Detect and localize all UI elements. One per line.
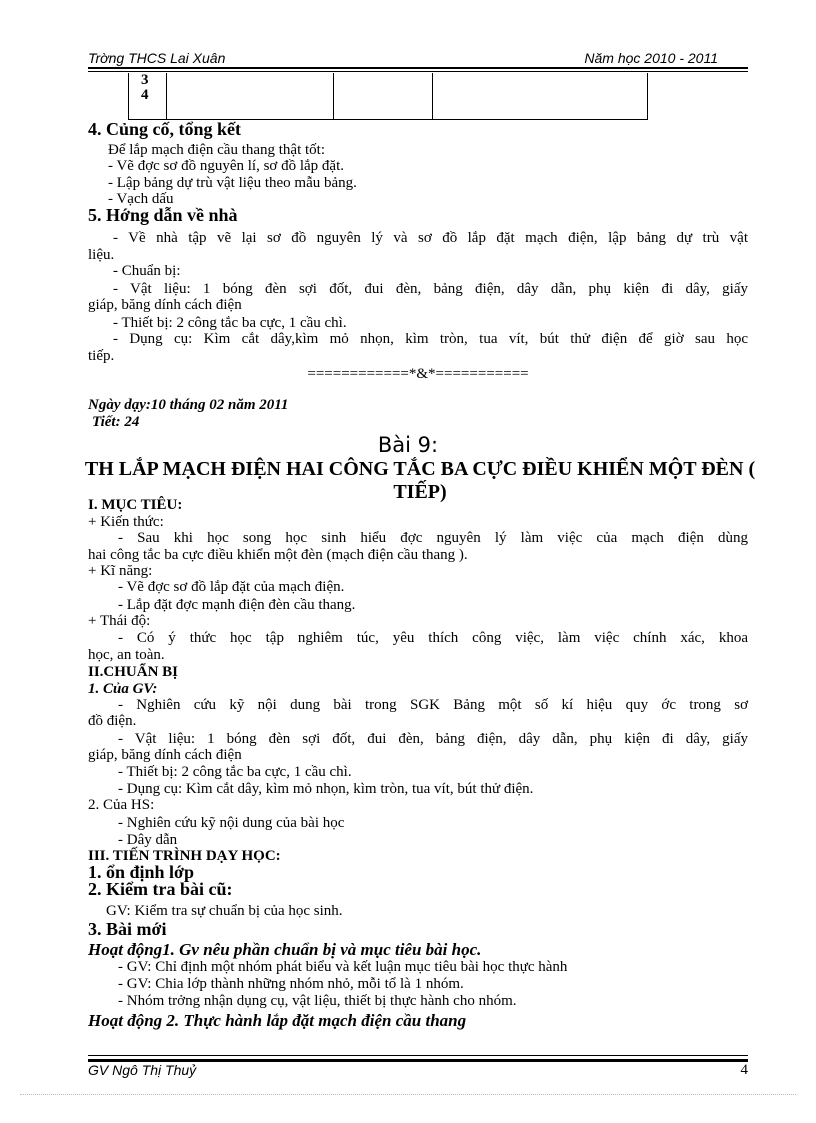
section-heading: II.CHUẨN BỊ xyxy=(88,664,179,680)
teacher-name: GV Ngô Thị Thuỷ xyxy=(88,1062,197,1078)
section-heading: 1. ổn định lớp xyxy=(88,862,195,882)
text-line: 1. Của GV: xyxy=(88,681,158,697)
text-line: Ngày dạy:10 tháng 02 năm 2011 xyxy=(88,397,289,413)
text-line: Tiết: 24 xyxy=(92,414,140,430)
text-line: Để lắp mạch điện cầu thang thật tốt: xyxy=(108,142,326,158)
section-heading: I. MỤC TIÊU: xyxy=(88,497,183,513)
table-row-number: 4 xyxy=(141,87,149,103)
text-line: - Dụng cụ: Kìm cắt dây,kìm mỏ nhọn, kìm tròn, tua vít, bút thử điện để giờ sau học xyxy=(113,331,748,347)
lesson-title: TH LẮP MẠCH ĐIỆN HAI CÔNG TẮC BA CỰC ĐIỀU KHIỂN MỘT ĐÈN ( TIẾP) xyxy=(84,458,756,503)
text-line: - Vật liệu: 1 bóng đèn sợi đốt, đui đèn, bảng điện, dây dẫn, phụ kiện đi dây, giấy xyxy=(118,731,748,747)
section-heading: III. TIẾN TRÌNH DẠY HỌC: xyxy=(88,848,281,864)
text-line: - Vẽ đợc sơ đồ nguyên lí, sơ đồ lắp đặt. xyxy=(108,158,344,174)
text-line: + Kiến thức: xyxy=(88,514,164,530)
text-line: liệu. xyxy=(88,247,115,263)
text-line: - Thiết bị: 2 công tắc ba cực, 1 cầu chì. xyxy=(113,315,347,331)
page-footer xyxy=(88,1062,748,1078)
school-name: Trờng THCS Lai Xuân xyxy=(88,50,226,66)
text-line: tiếp. xyxy=(88,348,115,364)
header-rule xyxy=(88,67,748,69)
text-line: giáp, băng dính cách điện xyxy=(88,747,242,763)
text-line: - Có ý thức học tập nghiêm túc, yêu thích công việc, làm việc chính xác, khoa xyxy=(118,630,748,646)
section-heading: 2. Kiểm tra bài cũ: xyxy=(88,879,233,899)
table-row-number: 3 xyxy=(141,72,149,88)
section-heading: 3. Bài mới xyxy=(88,919,167,939)
section-heading: 5. Hớng dẫn về nhà xyxy=(88,205,238,225)
text-line: - Lập bảng dự trù vật liệu theo mẫu bảng. xyxy=(108,175,357,191)
section-heading: Hoạt động 2. Thực hành lắp đặt mạch điện cầu thang xyxy=(88,1011,467,1030)
text-line: - Nhóm trởng nhận dụng cụ, vật liệu, thiết bị thực hành cho nhóm. xyxy=(118,993,517,1009)
text-line: 2. Của HS: xyxy=(88,797,155,813)
school-year: Năm học 2010 - 2011 xyxy=(584,50,718,66)
section-heading: 4. Củng cố, tổng kết xyxy=(88,119,242,139)
text-line: - Vật liệu: 1 bóng đèn sợi đốt, đui đèn, bảng điện, dây dẫn, phụ kiện đi dây, giấy xyxy=(113,281,748,297)
text-line: hai công tắc ba cực điều khiển một đèn (mạch điện cầu thang ). xyxy=(88,547,468,563)
text-line: - Dụng cụ: Kìm cắt dây, kìm mỏ nhọn, kìm tròn, tua vít, bút thử điện. xyxy=(118,781,534,797)
separator-line: ============*&*=========== xyxy=(307,366,529,382)
text-line: GV: Kiểm tra sự chuẩn bị của học sinh. xyxy=(106,903,343,919)
text-line: - Nghiên cứu kỹ nội dung của bài học xyxy=(118,815,345,831)
text-line: - Chuẩn bị: xyxy=(113,263,181,279)
text-line: + Kĩ năng: xyxy=(88,563,153,579)
page-header xyxy=(88,50,748,66)
text-line: học, an toàn. xyxy=(88,647,165,663)
text-line: - Vẽ đợc sơ đồ lắp đặt của mạch điện. xyxy=(118,579,345,595)
text-line: + Thái độ: xyxy=(88,613,151,629)
page-edge-dots xyxy=(20,1094,796,1095)
section-heading: Hoạt động1. Gv nêu phần chuẩn bị và mục tiêu bài học. xyxy=(88,940,482,959)
lesson-number: Bài 9: xyxy=(377,433,439,457)
text-line: - Lắp đặt đợc mạnh điện đèn cầu thang. xyxy=(118,597,356,613)
text-line: - Thiết bị: 2 công tắc ba cực, 1 cầu chì. xyxy=(118,764,352,780)
text-line: - Vạch dấu xyxy=(108,191,174,207)
table-column-divider xyxy=(166,73,167,119)
table-column-divider xyxy=(333,73,334,119)
text-line: - Sau khi học song học sinh hiểu đợc nguyên lý làm việc của mạch điện dùng xyxy=(118,530,748,546)
page-number: 4 xyxy=(740,1062,748,1078)
header-rule-thin xyxy=(88,71,748,72)
table-column-divider xyxy=(432,73,433,119)
text-line: - GV: Chỉ định một nhóm phát biểu và kết luận mục tiêu bài học thực hành xyxy=(118,959,568,975)
text-line: - Dây dẫn xyxy=(118,832,178,848)
text-line: - Nghiên cứu kỹ nội dung bài trong SGK Bảng một số kí hiệu quy ớc trong sơ xyxy=(118,697,748,713)
text-line: - GV: Chia lớp thành những nhóm nhỏ, mỗi tổ là 1 nhóm. xyxy=(118,976,464,992)
text-line: giáp, băng dính cách điện xyxy=(88,297,242,313)
plan-table-fragment xyxy=(128,73,648,120)
footer-rule-thin xyxy=(88,1055,748,1056)
text-line: đồ điện. xyxy=(88,713,137,729)
text-line: - Về nhà tập vẽ lại sơ đồ nguyên lý và sơ đồ lắp đặt mạch điện, lập bảng dự trù vật xyxy=(113,230,748,246)
